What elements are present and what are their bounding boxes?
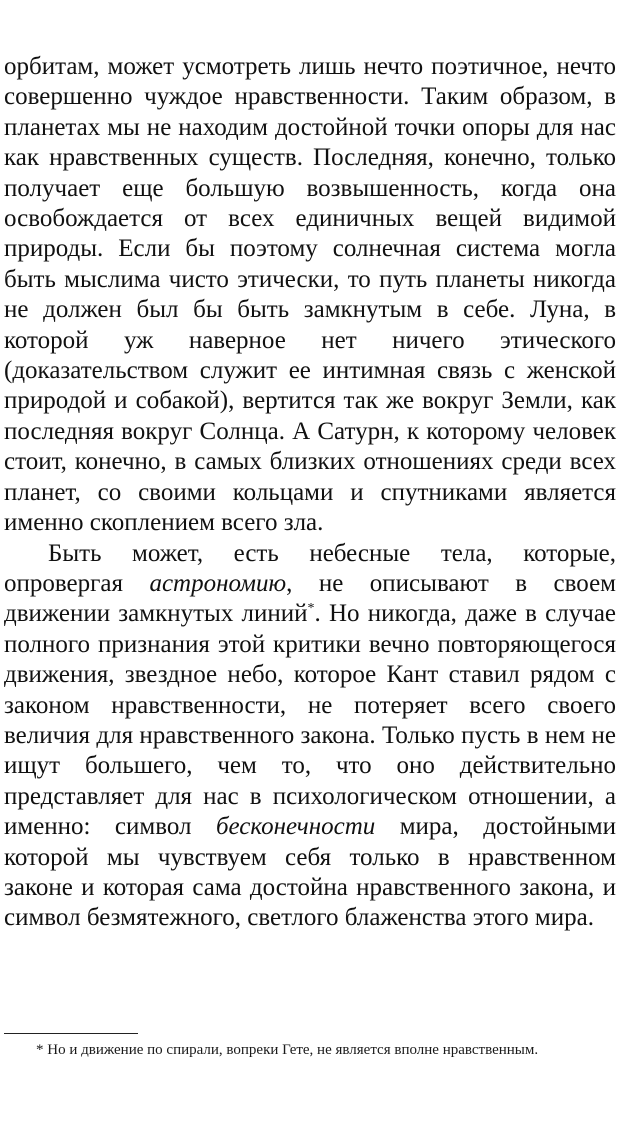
footnote-divider [4, 1033, 138, 1034]
paragraph-2-text-c: . Но никогда, даже в случае полного признания этой критики вечно повторяющегося движения, звездное небо, которое Кант ставил рядом с законом нравственности, не потеряет всего своего величия для нравственного закона. Только пусть в нем не ищут большего, чем то, что оно действительно представляет для нас в психологическом отношении, а именно: символ [4, 600, 617, 841]
footnote-marker: * [307, 601, 315, 617]
italic-word-infinity: бесконечности [215, 813, 376, 841]
footnote-mark: * [36, 1042, 44, 1058]
paragraph-2-text-d: мира, достойными которой мы чувствуем себя только в нравственном законе и которая сама достойна нравственного закона, и символ безмятежного, светлого блаженства этого мира. [4, 813, 616, 932]
footnote-body [4, 1040, 616, 1060]
paragraph-2 [4, 539, 616, 934]
footnote [4, 1040, 616, 1060]
paragraph-1: орбитам, может усмотреть лишь нечто поэтичное, нечто совершенно чуждое нравственности. Таким образом, в планетах мы не находим достойной точки опоры для нас как нравственных существ. Последняя, конечно, только получает еще большую возвышенность, когда она освобождается от всех единичных вещей видимой природы. Если бы поэтому солнечная система могла быть мыслима чисто этически, то путь планеты никогда не должен был бы быть замкнутым в себе. Луна, в которой уж наверное нет ничего этического (доказательством служит ее интимная связь с женской природой и собакой), вертится так же вокруг Земли, как последняя вокруг Солнца. А Сатурн, к которому человек стоит, конечно, в самых близких отношениях среди всех планет, со своими кольцами и спутниками является именно скоплением всего зла. [4, 53, 616, 537]
paragraph-2-text-b: , не описывают в своем движении замкнутых линий [4, 569, 616, 628]
italic-word-astronomy: астрономию [149, 569, 287, 597]
footnote-text: Но и движение по спирали, вопреки Гете, не является вполне нравственным. [43, 1042, 539, 1058]
main-text [4, 52, 616, 934]
paragraph-2-text-a: Быть может, есть небесные тела, которые, опровергая [4, 539, 616, 597]
